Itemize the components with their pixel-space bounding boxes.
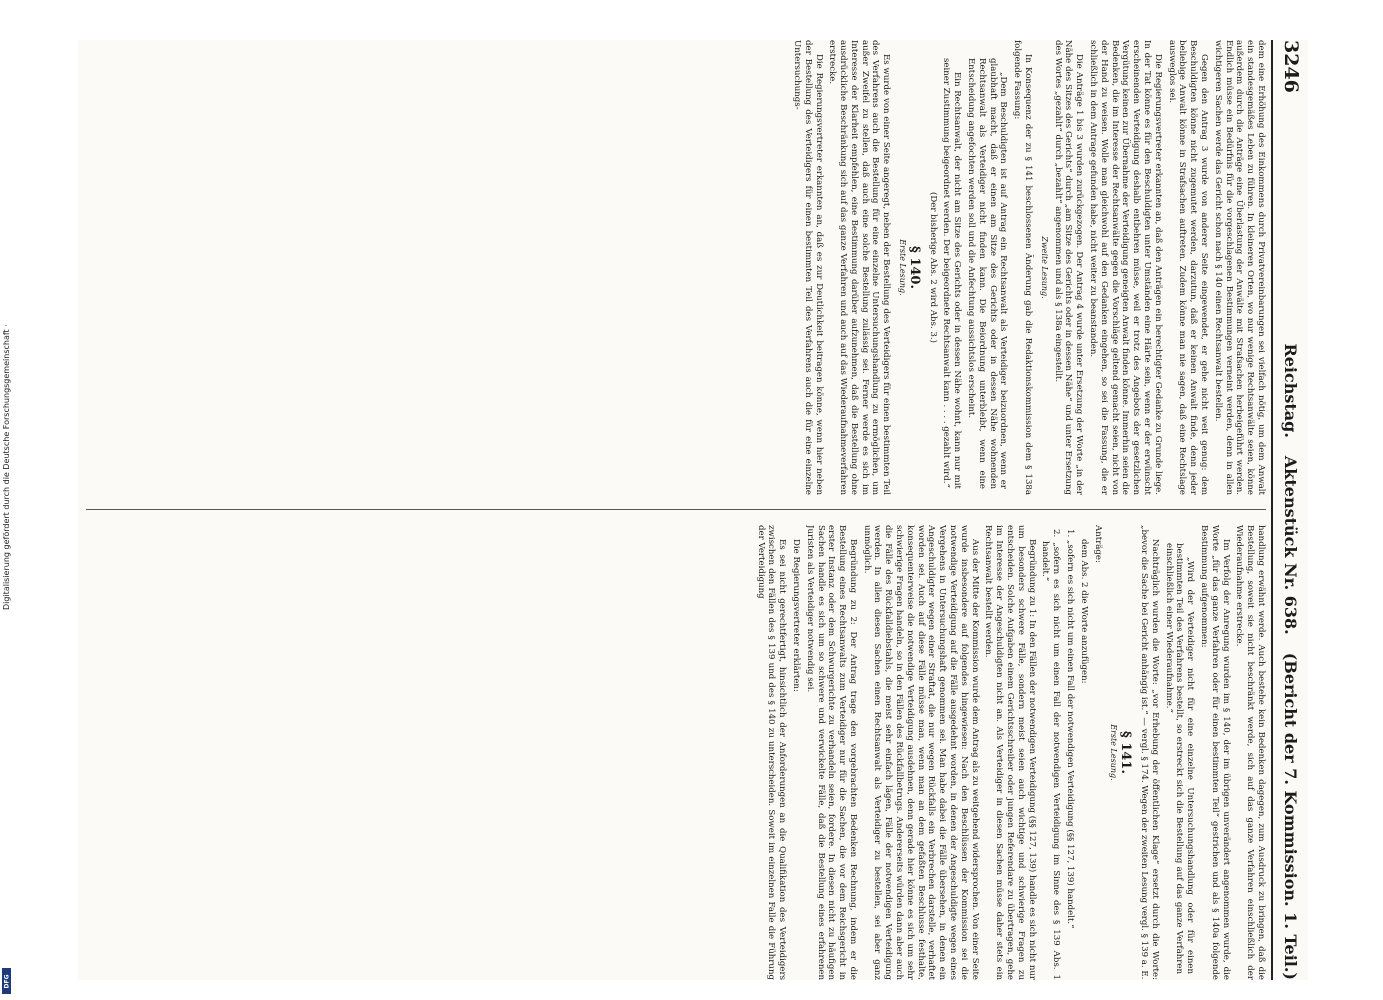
paragraph: Die Regierungsvertreter erkannten an, daß den Anträgen ein berechtigter Gedanke zu Grunde liege. In der Tat könne es für den Beschuldigten unter Umständen eine Härte sein, wenn er der erwünscht erscheinenden Verteidigung deshalb entbehren müsse, weil er trotz des Angebots der gesetzlichen Vergütung keinen zur Übernahme der Verteidigung geneigten Anwalt finden könne. Immerhin seien die Bedenken, die im Interesse der Rechtsanwälte gegen die Vorschläge geltend gemacht seien, nicht von der Hand zu weisen. Wolle man gleichwohl auf den Gedanken eingehen, so sei die Fassung, die er schließlich in dem Antrage gefunden habe, nicht weiter zu beanstanden. [1088, 40, 1163, 495]
subheading-erste-lesung: Erste Lesung. [1109, 724, 1119, 781]
subheading-zweite-lesung: Zweite Lesung. [1039, 236, 1049, 299]
paragraph: Die Regierungsvertreter erklärten: [790, 539, 801, 692]
left-column [86, 40, 1266, 495]
section-heading-140: § 140. [906, 246, 922, 289]
paragraph: handlung erwähnt werde. Auch bestehe kein Bedenken dagegen, zum Ausdruck zu bringen, daß die Bestellung, soweit sie nicht beschränkt werde, sich auf das ganze Verfahren einschließlich der Wiederaufnahme erstrecke. [1234, 525, 1266, 980]
paragraph: Die Anträge 1 bis 3 wurden zurückgezogen. Der Antrag 4 wurde unter Ersetzung der Worte „in der Nähe des Sitzes des Gerichts“ durch „am Sitze des Gerichts oder in dessen Nähe“ und unter Ersetzung des Wortes „gezahlt“ durch „bezahlt“ angenommen und als § 138a eingestellt. [1052, 40, 1085, 495]
rotated-page-content [78, 40, 1308, 980]
paragraph: Im Verfolg der Anregung wurden im § 140, der im übrigen unverändert angenommen wurde, die Worte „für das ganze Verfahren oder für einen bestimmten Teil“ gestrichen und als § 140a folgende Bestimmung aufgenommen: [1199, 525, 1231, 980]
paragraph: Es wurde von einer Seite angeregt, neben der Bestellung des Verteidigers für einen bestimmten Teil des Verfahrens auch die Bestellung für eine einzelne Untersuchungshandlung zu ermöglichen, um außer Zweifel zu stellen, daß auch eine solche Bestellung zulässig sei. Ferner werde es sich im Interesse der Klarheit empfehlen, eine Bestimmung darüber aufzunehmen, daß die Bestellung ohne ausdrückliche Beschränkung sich auf das ganze Verfahren und auch auf das Wiederaufnahmeverfahren erstrecke. [827, 40, 892, 495]
subheading-erste-lesung: Erste Lesung. [898, 239, 908, 296]
note: (Der bisherige Abs. 2 wird Abs. 3.) [927, 192, 938, 343]
paragraph: Begründung zu 1: In den Fällen der notwendigen Verteidigung (§§ 127, 139) handle es sich nicht nur um besonders schwere Fälle, sondern meist seien auch wichtige und schwierige Fragen zu entscheiden. Solche Aufgaben einem Gerichtsschreiber oder jungen Referendare zu übertragen, gehe im Interesse der Angeschuldigten nicht an. Als Verteidiger in diesen Sachen müsse daher stets ein Rechtsanwalt bestellt werden. [983, 525, 1037, 980]
paragraph: Die Regierungsvertreter erkannten an, daß es zur Deutlichkeit beitragen könne, wenn hier neben der Bestellung des Verteidigers für einen bestimmten Teil des Verfahrens auch die für eine einzelne Untersuchungs- [791, 40, 824, 495]
column-divider [86, 509, 1266, 510]
paragraph: Gegen den Antrag 3 wurde von anderer Seite eingewendet, er gehe nicht weit genug: dem Beschuldigten könne nicht zugemutet werden, darzutun, daß er keinen Anwalt finde, denn jeder beliebige Anwalt könne in Strafsachen auftreten. Zudem könne man nie sagen, daß eine Rechtslage ausweglos sei. [1166, 40, 1210, 495]
header-document: Aktenstück Nr. 638. [1281, 455, 1301, 635]
paragraph: In Konsequenz der zu § 141 beschlossenen Änderung gab die Redaktionskommission dem § 138a folgende Fassung: [1012, 40, 1034, 495]
paragraph: dem Abs. 2 die Worte anzufügen: [1078, 539, 1089, 684]
page-number: 3246 [1280, 40, 1302, 93]
section-heading-141: § 141. [1118, 731, 1134, 774]
paragraph: Begründung zu 2: Der Antrag trage den vorgebrachten Bedenken Rechnung, indem er die Bestellung eines Rechtsanwalts zum Verteidiger nur für die Sachen, die vor dem Reichsgericht in erster Instanz oder dem Schwurgerichte zu verhandeln seien, fordere. In diesen nicht zu häufigen Sachen handle es sich um so schwere und verwickelte Fälle, daß die Bestellung eines erfahrenen Juristen als Verteidiger notwendig sei. [804, 525, 858, 980]
quoted-paragraph: Ein Rechtsanwalt, der nicht am Sitze des Gerichts oder in dessen Nähe wohnt, kann nur mit seiner Zustimmung beigeordnet werden. Der beigeordnete Rechtsanwalt kann . . . . gezahlt wird.“ [941, 58, 963, 489]
paragraph: Nachträglich wurden die Worte: „vor Erhebung der öffentlichen Klage“ ersetzt durch die Worte: „bevor die Sache bei Gericht anhängig ist.“ — vergl. § 174. Wegen der zweiten Lesung vergl. § 139 a. E. [1139, 525, 1160, 980]
dfg-logo: DFG [2, 968, 11, 994]
paragraph: Aus der Mitte der Kommission wurde dem Antrag als zu weitgehend widersprochen. Von einer Seite wurde insbesondere auf folgendes hingewiesen: Nach den Beschlüssen der Kommission sei die notwendige Verteidigung auf die Fälle ausgedehnt worden, in denen der Angeschuldigte wegen eines Vergehens in Untersuchungshaft genommen sei. Man habe dabei die Fälle übersehen, in denen ein Angeschuldigter wegen einer Straftat, die nur wegen Rückfalls ein Verbrechen darstelle, verhaftet worden sei. Auch auf diese Fälle müsse man, wenn man an dem gefaßten Beschlusse festhalte, konsequenterweise die notwendige Verteidigung ausdehnen, denn gerade hier könne es sich um sehr schwierige Fragen handeln, so in den Fällen des Rückfallbetrugs. Andererseits würden dann aber auch die Fälle des Rückfalldiebstahls, die meist sehr einfach lägen, Fälle der notwendigen Verteidigung werden. In allen diesen Sachen einen Rechtsanwalt als Verteidiger zu bestellen, sei aber ganz unmöglich. [861, 525, 980, 980]
right-column [86, 525, 1266, 980]
page-header [1274, 40, 1308, 980]
quoted-paragraph: „Dem Beschuldigten ist auf Antrag ein Rechtsanwalt als Verteidiger beizuordnen, wenn er glaubhaft macht, daß er einen am Sitze des Gerichts oder in dessen Nähe wohnenden Rechtsanwalt als Verteidiger nicht finden kann. Die Beiordnung unterbleibt, wenn eine Entscheidung angefochten werden soll und die Anfechtung aussichtslos erscheint. [966, 58, 1009, 489]
header-rule [1271, 40, 1273, 980]
header-section: Reichstag. [1281, 343, 1301, 438]
quoted-paragraph: „Wird der Verteidiger nicht für eine einzelne Untersuchungshandlung oder für einen bestimmten Teil des Verfahrens bestellt, so erstreckt sich die Bestellung auf das ganze Verfahren einschließlich einer Wiederaufnahme.“ [1163, 543, 1196, 974]
motions-label: Anträge: [1092, 525, 1103, 563]
paragraph: dem eine Erhöhung des Einkommens durch Privatvereinbarungen sei vielfach nötig, um dem Anwalt ein standesgemäßes Leben zu führen. In kleineren Orten, wo nur wenige Rechtsanwälte seien, könne außerdem durch die Anträge eine Überlastung der Anwälte mit Strafsachen herbeigeführt werden. Endlich müsse ein Bedürfnis für die vorgeschlagenen Bestimmungen verneint werden, denn in allen wichtigeren Sachen werde das Gericht schon nach § 140 einen Rechtsanwalt bestellen. [1212, 40, 1266, 495]
header-report: (Bericht der 7. Kommission. 1. Teil.) [1281, 652, 1301, 980]
motion-item: 2. „sofern es sich nicht um einen Fall der notwendigen Verteidigung im Sinne des § 139 Abs. 1 handelt.“ [1040, 529, 1062, 980]
motion-item: 1. „sofern es sich nicht um einen Fall der notwendigen Verteidigung (§§ 127, 139) handelt.“ [1065, 529, 1076, 929]
scanned-page [78, 40, 1308, 980]
digitization-credit: Digitalisierung gefördert durch die Deutsche Forschungsgemeinschaft · [2, 324, 11, 610]
paragraph: Es sei nicht gerechtfertigt, hinsichtlich der Anforderungen an die Qualifikation des Verteidigers zwischen den Fällen des § 139 und des § 140 zu unterscheiden. Soweit im einzelnen Falle die Führung der Verteidigung [755, 525, 788, 980]
